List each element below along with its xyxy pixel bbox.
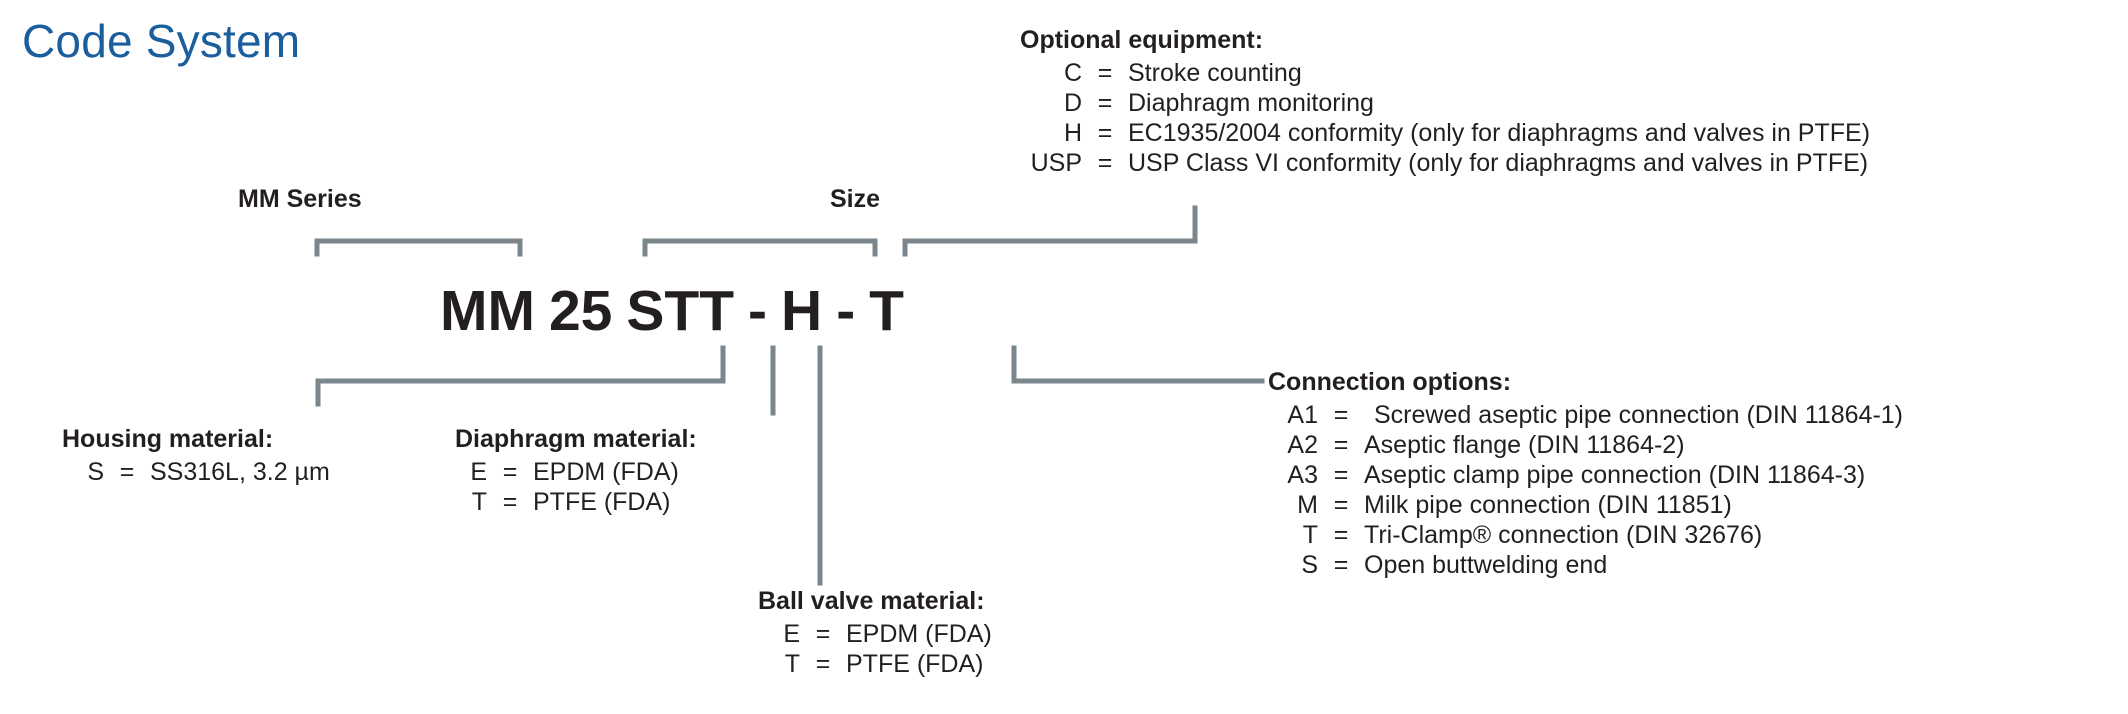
code-part-size: 25 [548,279,613,343]
list-item [1268,520,1903,550]
option-value: Aseptic flange (DIN 11864-2) [1364,431,1685,459]
equals-sign: = [502,488,518,516]
option-key: A3 [1287,461,1318,489]
option-value-text: Tri-Clamp® connection (DIN 32676) [1364,521,1763,549]
equals-sign: = [1333,551,1349,579]
list-item [1268,460,1903,490]
callout-ball-valve-material [758,587,992,679]
list-item [758,649,992,679]
list-item [1268,550,1903,580]
option-value: Stroke counting [1128,59,1302,87]
option-key: T [1302,521,1318,549]
option-key: E [470,458,487,486]
option-value: PTFE (FDA) [533,488,671,516]
page-title: Code System [22,15,301,67]
option-value: PTFE (FDA) [846,650,984,678]
equals-sign: = [1333,401,1349,429]
mm-series-label: MM Series [238,185,362,213]
callout-mm-series [238,185,362,217]
list-item [1020,88,1870,118]
option-value: EPDM (FDA) [846,620,992,648]
list-item [1268,490,1903,520]
option-key: USP [1030,149,1082,177]
list-item [455,487,697,517]
code-separator-1: - [748,279,768,343]
code-part-optional: H [781,279,823,343]
option-key: D [1063,89,1082,117]
option-value [1354,520,1762,550]
option-key: T [784,650,800,678]
equals-sign: = [119,458,135,486]
list-item [62,457,330,487]
list-item [1268,400,1903,430]
housing-material-heading: Housing material: [62,425,274,453]
equals-sign: = [1333,521,1349,549]
equals-sign: = [1097,149,1113,177]
equals-sign: = [1097,119,1113,147]
option-key: A1 [1287,401,1318,429]
option-value: Aseptic clamp pipe connection (DIN 11864-3) [1364,461,1866,489]
equals-sign: = [1097,59,1113,87]
list-item [1020,148,1870,178]
equals-sign: = [1097,89,1113,117]
callout-connection-options [1268,368,1903,580]
option-key: E [783,620,800,648]
code-part-materials: STT [626,279,735,343]
option-value: Diaphragm monitoring [1128,89,1374,117]
code-part-series: MM [440,279,535,343]
list-item [758,619,992,649]
option-value: EC1935/2004 conformity (only for diaphragms and valves in PTFE) [1128,119,1871,147]
option-value: Open buttwelding end [1364,551,1608,579]
product-code-string [440,278,904,344]
callout-size [830,185,880,217]
callout-optional-equipment [1020,26,1870,178]
size-label: Size [830,185,881,213]
option-key: M [1297,491,1318,519]
equals-sign: = [502,458,518,486]
equals-sign: = [815,620,831,648]
code-separator-2: - [836,279,856,343]
option-value: Milk pipe connection (DIN 11851) [1364,491,1732,519]
option-key: C [1063,59,1082,87]
code-part-connection: T [869,279,904,343]
option-key: T [471,488,487,516]
equals-sign: = [1333,461,1349,489]
diaphragm-material-heading: Diaphragm material: [455,425,697,453]
option-key: A2 [1287,431,1318,459]
option-key: H [1063,119,1082,147]
option-value: USP Class VI conformity (only for diaphragms and valves in PTFE) [1128,149,1869,177]
connection-options-heading: Connection options: [1268,368,1512,396]
option-value: SS316L, 3.2 µm [150,458,330,486]
equals-sign: = [1333,431,1349,459]
callout-diaphragm-material [455,425,697,517]
list-item [455,457,697,487]
callout-housing-material [62,425,330,487]
option-key: S [87,458,104,486]
list-item [1020,118,1870,148]
optional-equipment-heading: Optional equipment: [1020,26,1264,54]
list-item [1268,430,1903,460]
equals-sign: = [1333,491,1349,519]
option-value: EPDM (FDA) [533,458,679,486]
option-value: Screwed aseptic pipe connection (DIN 11864-1) [1374,401,1903,429]
option-key: S [1301,551,1318,579]
equals-sign: = [815,650,831,678]
list-item [1020,58,1870,88]
ball-valve-material-heading: Ball valve material: [758,587,985,615]
